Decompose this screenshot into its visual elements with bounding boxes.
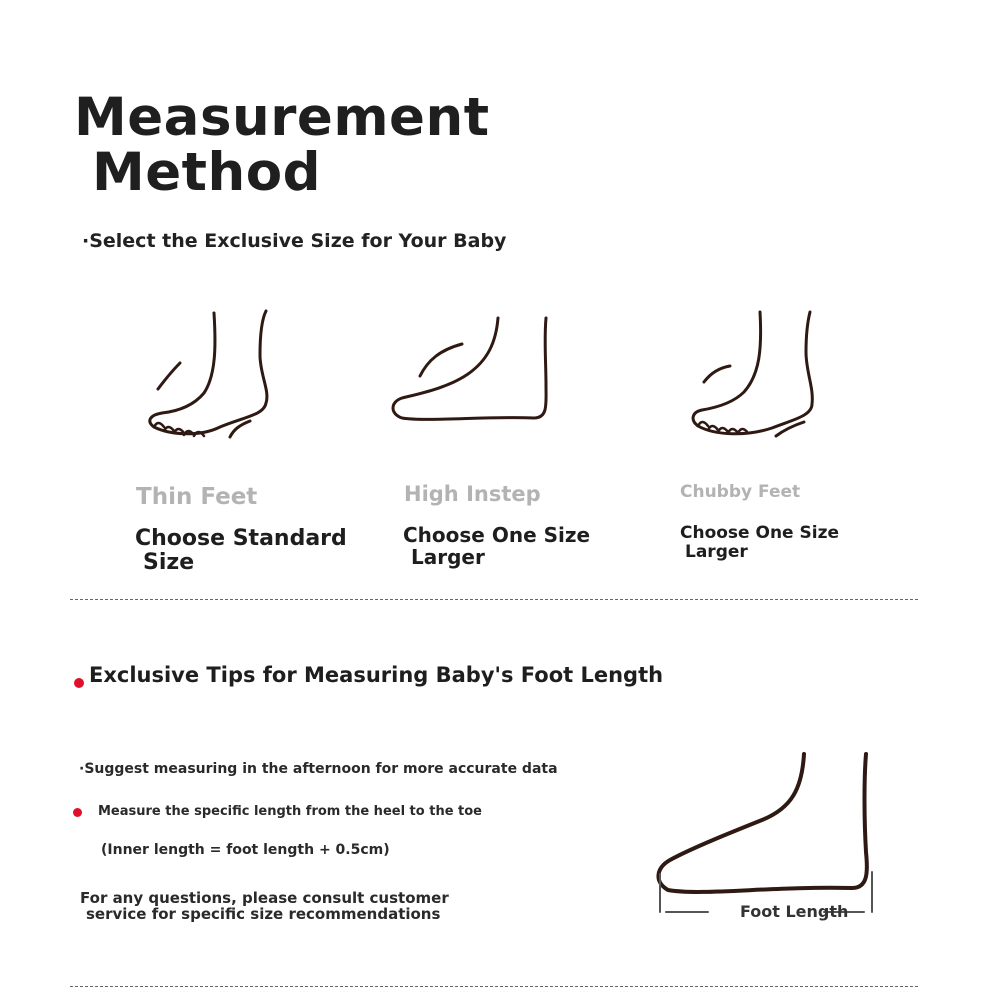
thin-feet-choice-line2: Size [143,550,195,575]
thin-feet-label: Thin Feet [136,484,258,510]
chubby-feet-label: Chubby Feet [680,482,801,502]
chubby-feet-choice-line1: Choose One Size [680,523,840,543]
red-bullet-icon [74,678,84,688]
tip-afternoon: ·Suggest measuring in the afternoon for more accurate data [79,761,558,777]
section-subtitle: ·Select the Exclusive Size for Your Baby [82,230,507,252]
high-instep-choice-line1: Choose One Size [403,523,591,547]
high-instep-label: High Instep [404,482,541,506]
high-instep-choice-line2: Larger [411,545,485,569]
thin-feet-choice-line1: Choose Standard [135,526,347,551]
tip-inner-length: (Inner length = foot length + 0.5cm) [101,842,390,858]
contact-line2: service for specific size recommendations [86,905,441,923]
foot-length-label: Foot Length [740,902,849,921]
high-instep-foot-icon [388,312,558,432]
chubby-feet-choice-line2: Larger [685,542,748,562]
tips-heading: Exclusive Tips for Measuring Baby's Foot Length [89,663,664,687]
section-divider-top [70,599,918,600]
red-bullet-icon [73,808,82,817]
thin-foot-icon [140,305,280,445]
contact-line1: For any questions, please consult customer [80,889,449,907]
page-title-line2: Method [92,142,322,203]
section-divider-bottom [70,986,918,987]
tip-heel-to-toe: Measure the specific length from the heel to the toe [98,804,483,819]
chubby-foot-icon [688,308,828,443]
page-title-line1: Measurement [74,87,490,148]
foot-length-diagram-icon [652,748,882,923]
